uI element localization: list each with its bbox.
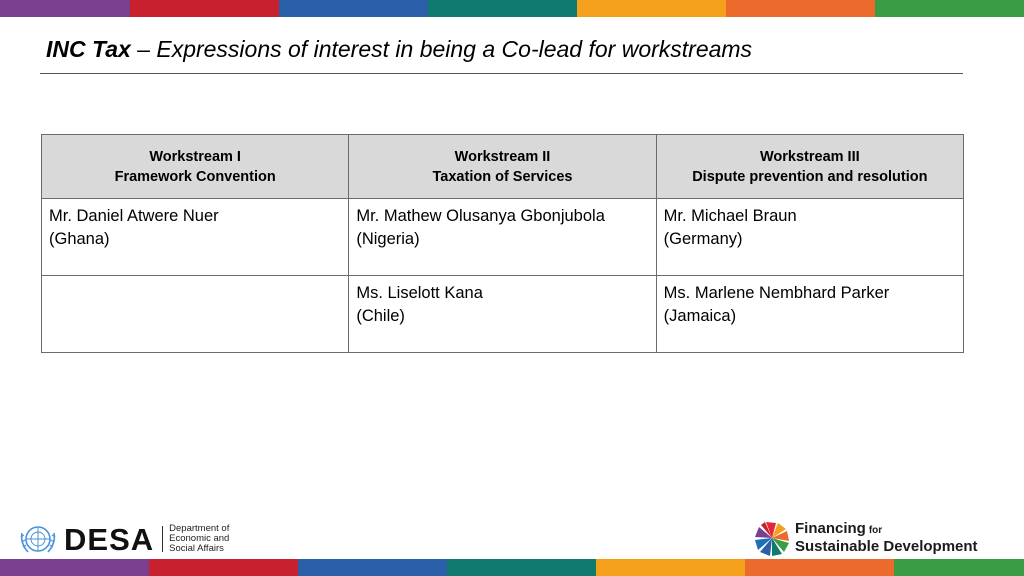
ffd-wordmark (795, 521, 978, 555)
stripe-segment (0, 0, 130, 17)
colead-name: Mr. Daniel Atwere Nuer (49, 207, 219, 225)
table-cell (42, 199, 349, 276)
header-title: Workstream II (454, 148, 551, 165)
desa-dept-line: Social Affairs (169, 543, 224, 554)
desa-department-name (169, 524, 229, 554)
colead-name: Mr. Michael Braun (663, 207, 797, 225)
stripe-segment (149, 559, 298, 576)
header-workstream-1 (42, 135, 349, 199)
ffd-for: for (868, 525, 883, 536)
header-subtitle: Dispute prevention and resolution (692, 168, 928, 185)
page-title-strong: INC Tax (46, 36, 131, 62)
stripe-segment (130, 0, 279, 17)
stripe-segment (577, 0, 726, 17)
stripe-segment (279, 0, 428, 17)
header-subtitle: Framework Convention (114, 168, 276, 185)
desa-acronym: DESA (64, 521, 155, 557)
ffd-logo (752, 519, 978, 557)
colead-name: Ms. Liselott Kana (356, 284, 483, 302)
colead-country: (Chile) (356, 307, 405, 325)
table-cell (349, 276, 656, 353)
header-workstream-3 (656, 135, 963, 199)
colead-country: (Ghana) (49, 230, 110, 248)
title-divider (40, 73, 963, 74)
header-title: Workstream I (149, 148, 241, 165)
stripe-segment (428, 0, 577, 17)
header-workstream-2 (349, 135, 656, 199)
desa-dept-line: Economic and (169, 533, 230, 544)
desa-logo (18, 521, 229, 557)
page-title (46, 36, 752, 63)
table-cell (656, 199, 963, 276)
table-header-row (42, 135, 964, 199)
stripe-segment (875, 0, 1024, 17)
bottom-color-stripe (0, 559, 1024, 576)
table-cell-empty (42, 276, 349, 353)
page-title-rest: – Expressions of interest in being a Co-lead for workstreams (130, 36, 753, 62)
desa-dept-line: Department of (169, 523, 230, 534)
ffd-line2: Sustainable Development (795, 538, 978, 555)
colead-name: Mr. Mathew Olusanya Gbonjubola (356, 207, 605, 225)
colead-country: (Nigeria) (356, 230, 420, 248)
stripe-segment (596, 559, 745, 576)
ffd-line1: Financing (795, 520, 866, 537)
colead-country: (Jamaica) (663, 307, 737, 325)
table-cell (656, 276, 963, 353)
table-row (42, 199, 964, 276)
stripe-segment (0, 559, 149, 576)
stripe-segment (745, 559, 894, 576)
ffd-flower-icon (752, 519, 792, 557)
stripe-segment (726, 0, 875, 17)
desa-separator (162, 526, 163, 552)
table-row (42, 276, 964, 353)
stripe-segment (894, 559, 1024, 576)
stripe-segment (298, 559, 447, 576)
header-subtitle: Taxation of Services (432, 168, 573, 185)
workstream-table (41, 134, 964, 353)
table-cell (349, 199, 656, 276)
colead-country: (Germany) (663, 230, 743, 248)
header-title: Workstream III (759, 148, 860, 165)
un-emblem-icon (18, 521, 58, 557)
stripe-segment (447, 559, 596, 576)
top-color-stripe (0, 0, 1024, 17)
colead-name: Ms. Marlene Nembhard Parker (663, 284, 890, 302)
